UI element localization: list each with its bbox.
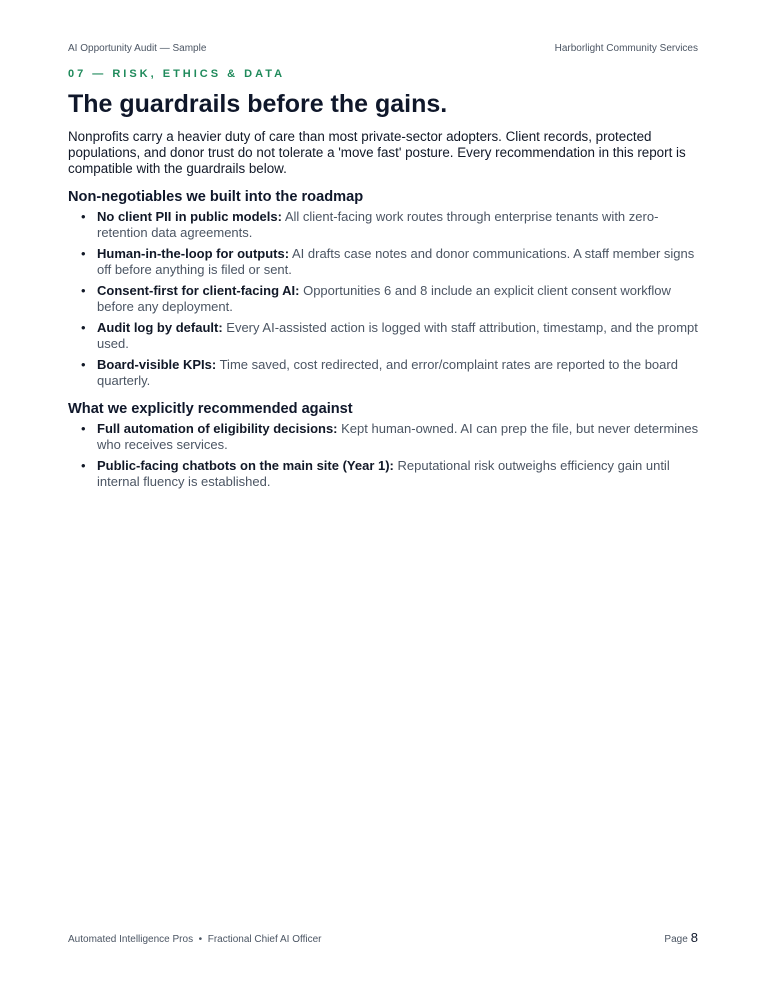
list-item-text: All client-facing work routes through enterprise tenants with zero-retention data agreements. (97, 209, 659, 240)
footer-attribution (68, 934, 321, 945)
section-eyebrow: 07 — RISK, ETHICS & DATA (68, 68, 286, 80)
header-client-name: Harborlight Community Services (554, 43, 698, 54)
bullet-icon: • (81, 458, 86, 473)
list-item-lead: Consent-first for client-facing AI: (97, 283, 300, 298)
page-indicator (664, 930, 698, 945)
list-item (68, 209, 700, 241)
page-title: The guardrails before the gains. (68, 90, 448, 118)
bullet-icon: • (81, 421, 86, 436)
footer-separator: • (198, 934, 203, 945)
page-number: 8 (690, 930, 698, 945)
list-item-text: Kept human-owned. AI can prep the file, but never determines who receives services. (97, 421, 699, 452)
bullet-icon: • (81, 283, 86, 298)
list-item-lead: Board-visible KPIs: (97, 357, 217, 372)
list-item (68, 421, 700, 453)
footer-role: Fractional Chief AI Officer (207, 934, 322, 945)
page-footer (68, 930, 698, 945)
list-item-lead: Audit log by default: (97, 320, 223, 335)
list-item-text: AI drafts case notes and donor communications. A staff member signs off before anything is filed or sent. (97, 246, 695, 277)
list-item-lead: No client PII in public models: (97, 209, 282, 224)
list-item (68, 357, 700, 389)
list-item (68, 458, 700, 490)
list-item-text: Time saved, cost redirected, and error/complaint rates are reported to the board quarterly. (97, 357, 678, 388)
recommended-against-list (68, 421, 700, 490)
non-negotiables-list (68, 209, 700, 389)
page-header (68, 43, 698, 54)
footer-company: Automated Intelligence Pros (68, 934, 194, 945)
list-item-lead: Public-facing chatbots on the main site (Year 1): (97, 458, 394, 473)
page-label: Page (664, 934, 688, 945)
bullet-icon: • (81, 246, 86, 261)
list-item (68, 246, 700, 278)
list-item-lead: Human-in-the-loop for outputs: (97, 246, 290, 261)
recommended-against-heading: What we explicitly recommended against (68, 401, 353, 417)
list-item-text: Every AI-assisted action is logged with staff attribution, timestamp, and the prompt used. (97, 320, 698, 351)
bullet-icon: • (81, 209, 86, 224)
non-negotiables-heading: Non-negotiables we built into the roadmap (68, 189, 364, 205)
bullet-icon: • (81, 320, 86, 335)
list-item-lead: Full automation of eligibility decisions: (97, 421, 338, 436)
bullet-icon: • (81, 357, 86, 372)
intro-paragraph: Nonprofits carry a heavier duty of care than most private-sector adopters. Client records, protected populations, and donor trust do not tolerate a 'move fast' posture. Every recommendation in this report is compatible with the guardrails below. (68, 129, 686, 176)
header-document-title: AI Opportunity Audit — Sample (68, 43, 207, 54)
list-item (68, 320, 700, 352)
list-item (68, 283, 700, 315)
page-content (68, 68, 700, 495)
list-item-text: Opportunities 6 and 8 include an explicit client consent workflow before any deployment. (97, 283, 671, 314)
list-item-text: Reputational risk outweighs efficiency gain until internal fluency is established. (97, 458, 670, 489)
